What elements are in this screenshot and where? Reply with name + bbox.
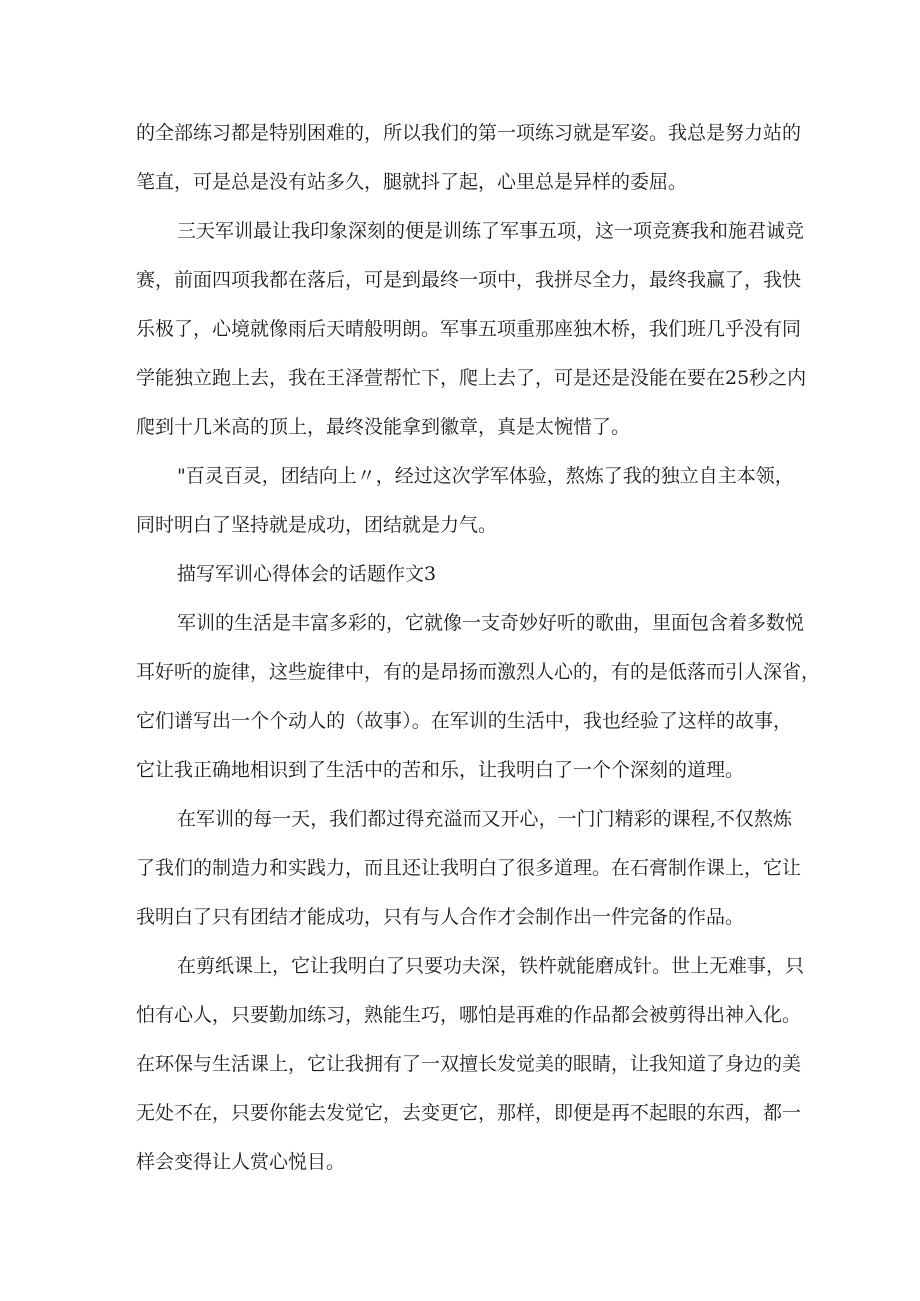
text-line: 乐极了，心境就像雨后天晴般明朗。军事五项重那座独木桥，我们班几乎没有同 <box>136 318 802 340</box>
text-line: 我明白了只有团结才能成功，只有与人合作才会制作出一件完备的作品。 <box>136 906 745 928</box>
text-line: 无处不在，只要你能去发觉它，去变更它，那样，即便是再不起眼的东西，都一 <box>136 1102 802 1124</box>
text-line: 笔直，可是总是没有站多久，腿就抖了起，心里总是异样的委屈。 <box>136 171 688 193</box>
text-line: 了我们的制造力和实践力，而且还让我明白了很多道理。在石膏制作课上，它让 <box>136 857 802 879</box>
text-line: 在剪纸课上，它让我明白了只要功夫深，铁杵就能磨成针。世上无难事，只 <box>177 955 805 977</box>
text-line: 怕有心人，只要勤加练习，熟能生巧，哪怕是再难的作品都会被剪得出神入化。 <box>136 1004 802 1026</box>
text-line: 耳好听的旋律，这些旋律中，有的是昂扬而激烈人心的，有的是低落而引人深省， <box>136 661 821 683</box>
text-line: 它们谱写出一个个动人的（故事）。在军训的生活中，我也经验了这样的故事， <box>136 710 792 732</box>
text-line: 同时明白了坚持就是成功，团结就是力气。 <box>136 514 498 536</box>
text-line: 学能独立跑上去，我在王泽萱帮忙下，爬上去了，可是还是没能在要在25秒之内 <box>136 367 807 389</box>
text-line: 样会变得让人赏心悦目。 <box>136 1151 346 1173</box>
text-line: 三天军训最让我印象深刻的便是训练了军事五项，这一项竞赛我和施君诚竞 <box>177 220 805 242</box>
text-line: 军训的生活是丰富多彩的，它就像一支奇妙好听的歌曲，里面包含着多数悦 <box>177 612 805 634</box>
section-heading: 描写军训心得体会的话题作文3 <box>177 563 437 585</box>
text-line: 在军训的每一天，我们都过得充溢而又开心，一门门精彩的课程,不仅熬炼 <box>177 808 792 830</box>
text-line: 赛，前面四项我都在落后，可是到最终一项中，我拼尽全力，最终我赢了，我快 <box>136 269 802 291</box>
text-line: "百灵百灵，团结向上〃，经过这次学军体验，熬炼了我的独立自主本领， <box>177 465 794 487</box>
text-line: 爬到十几米高的顶上，最终没能拿到徽章，真是太惋惜了。 <box>136 416 631 438</box>
text-line: 它让我正确地相识到了生活中的苦和乐，让我明白了一个个深刻的道理。 <box>136 759 745 781</box>
text-line: 的全部练习都是特别困难的，所以我们的第一项练习就是军姿。我总是努力站的 <box>136 122 802 144</box>
text-line: 在环保与生活课上，它让我拥有了一双擅长发觉美的眼睛，让我知道了身边的美 <box>136 1053 802 1075</box>
